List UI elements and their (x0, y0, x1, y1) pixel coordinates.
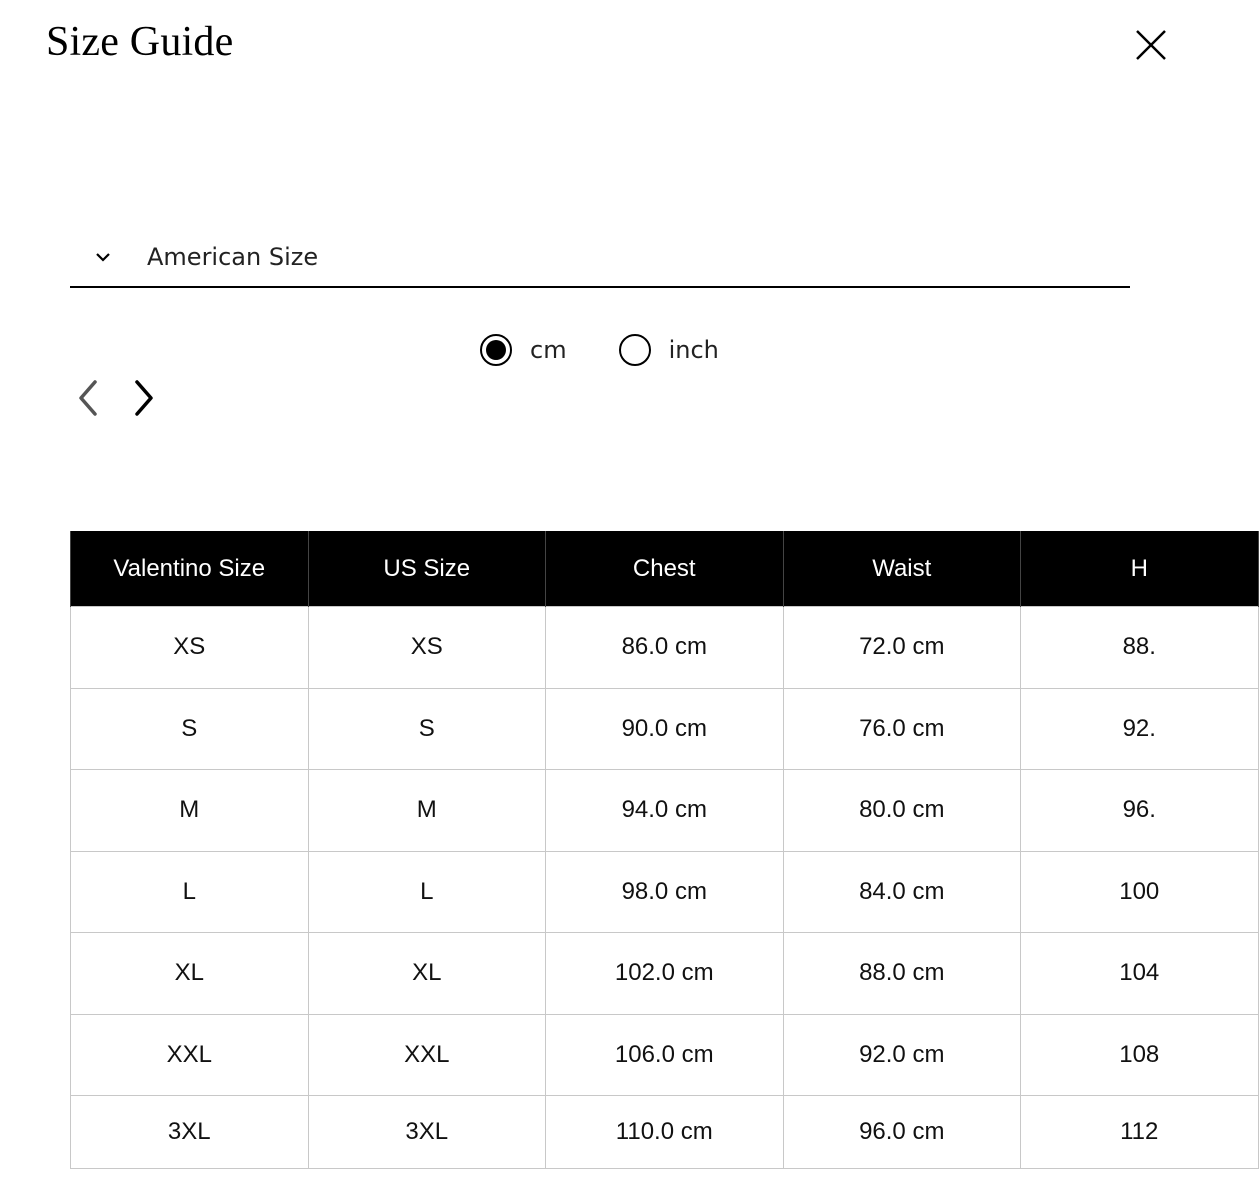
table-cell: 104 (1021, 933, 1259, 1015)
table-cell: 100 (1021, 851, 1259, 933)
table-cell: 80.0 cm (783, 770, 1021, 852)
column-header: Valentino Size (71, 531, 309, 607)
close-button[interactable] (1130, 26, 1170, 66)
unit-option-cm[interactable] (480, 334, 567, 366)
unit-toggle (480, 331, 719, 369)
table-row (71, 688, 1259, 770)
chevron-right-icon (131, 378, 157, 418)
table-cell: 108 (1021, 1014, 1259, 1096)
table-cell: XL (308, 933, 546, 1015)
radio-selected-icon (480, 334, 512, 366)
table-cell: 3XL (71, 1096, 309, 1169)
chevron-down-icon (92, 246, 114, 268)
table-header-row (71, 531, 1259, 607)
table-cell: 102.0 cm (546, 933, 784, 1015)
table-cell: 106.0 cm (546, 1014, 784, 1096)
column-header: Waist (783, 531, 1021, 607)
size-table-container[interactable] (70, 531, 1160, 1171)
table-cell: 72.0 cm (783, 607, 1021, 689)
table-cell: 94.0 cm (546, 770, 784, 852)
unit-label-inch: inch (668, 336, 719, 364)
table-row (71, 607, 1259, 689)
column-header: H (1021, 531, 1259, 607)
table-cell: M (308, 770, 546, 852)
table-cell: 84.0 cm (783, 851, 1021, 933)
unit-label-cm: cm (530, 336, 567, 364)
table-row (71, 1096, 1259, 1169)
radio-unselected-icon (619, 334, 651, 366)
table-cell: XS (71, 607, 309, 689)
table-cell: M (71, 770, 309, 852)
size-system-dropdown[interactable] (70, 228, 1130, 288)
column-header: Chest (546, 531, 784, 607)
table-cell: 96.0 cm (783, 1096, 1021, 1169)
table-cell: XXL (308, 1014, 546, 1096)
table-cell: XS (308, 607, 546, 689)
column-header: US Size (308, 531, 546, 607)
chevron-left-icon (75, 378, 101, 418)
table-cell: 98.0 cm (546, 851, 784, 933)
table-cell: 3XL (308, 1096, 546, 1169)
table-row (71, 933, 1259, 1015)
table-row (71, 770, 1259, 852)
table-cell: 76.0 cm (783, 688, 1021, 770)
table-cell: L (71, 851, 309, 933)
size-system-label: American Size (147, 243, 319, 271)
table-cell: 88. (1021, 607, 1259, 689)
table-cell: 88.0 cm (783, 933, 1021, 1015)
table-cell: L (308, 851, 546, 933)
close-icon (1130, 26, 1170, 66)
table-cell: 92. (1021, 688, 1259, 770)
table-cell: S (71, 688, 309, 770)
table-pager (70, 376, 162, 420)
next-columns-button[interactable] (126, 376, 162, 420)
page-title: Size Guide (46, 19, 234, 65)
previous-columns-button[interactable] (70, 376, 106, 420)
table-cell: XL (71, 933, 309, 1015)
table-cell: 86.0 cm (546, 607, 784, 689)
table-cell: 90.0 cm (546, 688, 784, 770)
table-cell: 110.0 cm (546, 1096, 784, 1169)
table-cell: S (308, 688, 546, 770)
table-row (71, 851, 1259, 933)
table-cell: 92.0 cm (783, 1014, 1021, 1096)
unit-option-inch[interactable] (619, 334, 719, 366)
table-cell: 96. (1021, 770, 1259, 852)
size-table (70, 531, 1259, 1169)
table-cell: 112 (1021, 1096, 1259, 1169)
table-cell: XXL (71, 1014, 309, 1096)
table-row (71, 1014, 1259, 1096)
